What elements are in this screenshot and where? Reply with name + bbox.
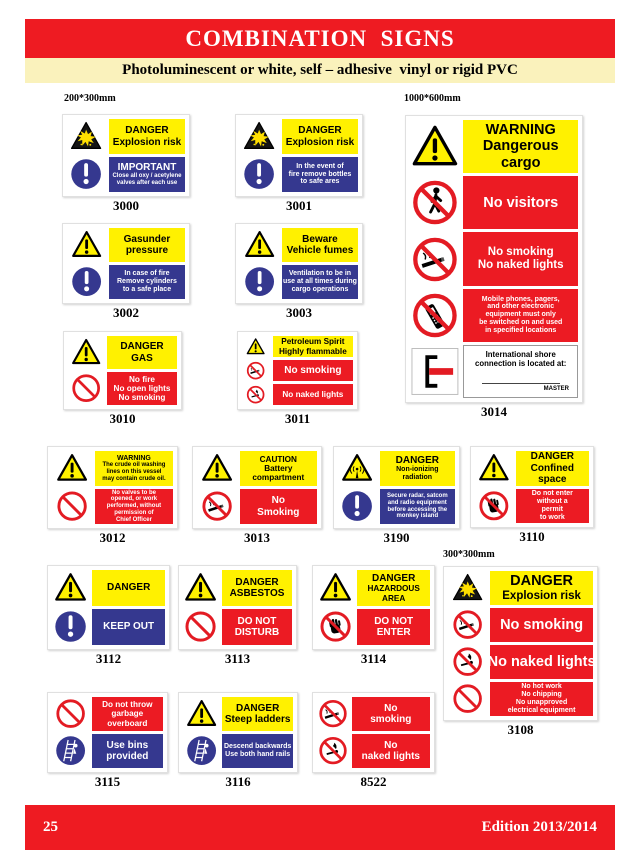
sign-row [448,571,593,605]
no-pedestrians-icon [410,176,460,229]
sign-board [470,446,594,528]
sign-code: 3002 [113,305,139,320]
sign-text-line: No naked lights [487,653,596,670]
ladder-mandatory-icon [183,734,219,768]
sign-board [192,446,322,529]
explosion-warning-icon [240,119,279,154]
sign-text-line: overboard [107,718,148,728]
sign-text-line: No naked lights [477,259,564,271]
sign-board [312,692,435,773]
sign-board [63,331,182,410]
sign-board [47,565,170,650]
sign-text-line: DANGER [125,125,169,137]
sign-text-panel [92,570,165,606]
sign-text-line: connection is located at: [474,358,567,368]
sign-row [52,451,173,486]
warning-icon [67,228,106,262]
sign-text-line: CAUTION [259,454,297,464]
sign-3116 [178,692,298,789]
sign-board [405,115,583,403]
no-naked-lights-icon [317,734,349,768]
sign-text-line: Do not enter [531,490,573,498]
sign-row [448,682,593,716]
sign-text-panel [107,336,177,369]
sign-text-panel [222,734,293,768]
sign-row [242,360,353,381]
sign-text-panel [463,120,578,173]
write-in-line [482,383,560,384]
sign-row [317,570,430,606]
sign-text-line: In the event of [296,162,344,170]
subtitle-text: Photoluminescent or white, self – adhesive vinyl or rigid PVC [122,62,518,78]
explosion-warning-icon [448,571,487,605]
sign-text-panel [282,119,358,154]
ladder-mandatory-icon [52,734,89,768]
sign-text-panel [222,697,293,731]
prohibition-icon [52,489,92,524]
sign-text-line: AREA [382,593,406,603]
sign-text-line: No smoking [118,393,166,403]
sign-3013 [192,446,322,545]
sign-text-line: use at all times during [283,278,357,286]
sign-text-panel [109,265,185,299]
sign-text-line: No smoking [487,246,554,259]
sign-text-line: permission of [114,509,154,516]
mandatory-icon [240,265,279,299]
sign-text-line: No valves to be [111,489,156,496]
sign-row [410,176,578,229]
sign-text-line: No [384,702,398,714]
sign-board [62,114,190,197]
sign-text-line: In case of fire [124,270,170,278]
sign-text-line: The crude oil washing [102,462,166,469]
sign-text-line: Battery [264,463,293,473]
sign-text-line: Vehicle fumes [286,245,354,256]
sign-text-line: in specified locations [485,326,557,334]
edition-label: Edition 2013/2014 [481,819,597,835]
sign-text-panel [463,289,578,342]
sign-3002 [62,223,190,320]
subtitle-bar [25,58,615,83]
sign-row [68,372,177,405]
sign-text-panel [92,609,165,645]
sign-text-line: No hot work [521,683,562,691]
sign-text-panel [380,451,455,486]
sign-row [475,489,589,524]
mandatory-icon [67,157,106,192]
sign-text-panel [516,489,589,524]
sign-row [317,697,430,731]
sign-text-line: naked lights [361,751,420,762]
warning-icon [317,570,354,606]
sign-text-panel [516,451,589,486]
sign-text-line: IMPORTANT [117,162,177,174]
sign-text-line: before accessing the [387,506,448,513]
sign-text-line: Explosion risk [285,136,355,148]
sign-text-line: be switched on and used [479,319,563,327]
no-mobile-phone-icon [410,289,460,342]
sign-code: 3113 [224,651,251,666]
sign-text-line: to safe ares [300,178,340,186]
sign-3011 [237,331,358,426]
sign-text-line: DANGER [235,702,280,714]
sign-text-line: No smoking [500,616,584,633]
sign-text-panel [490,682,593,716]
shore-connection-icon [410,345,460,398]
sign-3114 [312,565,435,666]
sign-text-panel [490,571,593,605]
sign-text-panel [357,570,430,606]
sign-row [338,489,455,524]
sign-row [448,608,593,642]
sign-text-line: GAS [131,352,153,364]
sign-row [183,697,293,731]
sign-text-line: permit [541,505,563,513]
sign-board [178,565,297,650]
sign-text-line: and radio equipment [387,499,447,506]
sign-3113 [178,565,297,666]
sign-3190 [333,446,460,545]
sign-3001 [235,114,363,213]
warning-icon [183,570,219,606]
mandatory-icon [338,489,377,524]
sign-text-line: Smoking [257,506,300,518]
sign-text-panel [490,608,593,642]
sign-row [67,228,185,262]
sign-code: 3110 [519,529,545,544]
sign-board [235,223,363,304]
sign-text-panel [222,570,292,606]
sign-text-line: electrical equipment [507,706,576,714]
sign-text-line: Explosion risk [112,136,182,148]
warning-icon [475,451,513,486]
warning-icon [242,336,270,357]
sign-text-panel [282,157,358,192]
page-number: 25 [43,819,58,835]
sign-text-line: Beware [302,233,338,245]
sign-text-line: DANGER [510,573,573,590]
sign-row [52,734,163,768]
sign-text-line: DANGER [395,455,439,467]
sign-row [52,609,165,645]
sign-text-line: Highly flammable [278,346,347,356]
sign-text-line: opened, or work [110,496,158,503]
warning-icon [410,120,460,173]
sign-text-line: Descend backwards [224,743,292,751]
sign-text-line: radiation [402,474,433,482]
warning-icon [183,697,219,731]
sign-text-line: No [271,495,285,507]
sign-text-line: valves after each use [116,180,178,187]
size-label-300x300: 300*300mm [443,549,495,560]
sign-text-panel [357,609,430,645]
sign-text-panel [380,489,455,524]
prohibition-icon [52,697,89,731]
sign-row [410,289,578,342]
sign-text-line: Non-ionizing [396,466,439,474]
sign-board [237,331,358,410]
sign-text-line: DANGER [530,451,574,463]
sign-board [235,114,363,197]
sign-3112 [47,565,170,666]
sign-text-line: Dangerous [482,138,559,155]
sign-text-panel [282,265,358,299]
sign-text-line: WARNING [117,454,151,462]
sign-row [67,157,185,192]
sign-text-panel [107,372,177,405]
sign-text-line: pressure [125,245,169,256]
sign-text-line: without a [536,497,568,505]
sign-text-line: Mobile phones, pagers, [481,295,560,303]
sign-text-panel [92,734,163,768]
sign-row [52,697,163,731]
sign-row [242,384,353,405]
sign-text-panel [273,360,353,381]
sign-text-line: DANGER [120,341,164,353]
sign-text-line: Secure radar, satcom [386,493,448,500]
sign-text-line: monkey island [396,513,439,520]
no-smoking-icon [242,360,270,381]
sign-text-line: fire remove bottles [288,170,352,178]
sign-text-line: compartment [252,473,305,483]
sign-text-line: smoking [370,714,412,725]
sign-text-line: Use both hand rails [225,751,291,758]
sign-text-line: Do not throw [102,700,153,710]
sign-row [197,451,317,486]
sign-text-line: WARNING [485,122,556,139]
sign-code: 3010 [109,411,136,426]
sign-3110 [470,446,594,544]
sign-row [410,232,578,285]
sign-row [448,645,596,679]
sign-code: 3013 [244,530,270,545]
sign-row [52,570,165,606]
sign-text-line: to a safe place [122,285,172,293]
sign-code: 3014 [481,404,507,419]
sign-text-line: performed, without [106,503,162,510]
no-smoking-icon [317,697,349,731]
sign-row [410,120,578,173]
sign-3010 [63,331,182,426]
sign-text-line: cargo [500,154,541,171]
sign-text-line: No naked lights [282,389,344,399]
sign-text-line: Remove cylinders [117,278,177,286]
sign-text-panel [109,157,185,192]
sign-row [317,609,430,645]
sign-code: 3001 [286,198,312,213]
sign-row [183,734,293,768]
sign-text-line: Close all oxy / acetylene [112,173,182,180]
sign-code: 3114 [360,651,387,666]
sign-text-panel [487,645,596,679]
no-touch-icon [317,609,354,645]
sign-row [242,336,353,357]
sign-board [312,565,435,650]
sign-text-line: to work [539,513,565,521]
no-touch-icon [475,489,513,524]
sign-row [317,734,430,768]
sign-board [443,566,598,721]
sign-text-line: Use bins [106,739,149,751]
sign-code: 3000 [113,198,139,213]
explosion-warning-icon [67,119,106,154]
no-naked-lights-icon [242,384,270,405]
warning-icon [68,336,104,369]
sign-text-panel [240,451,317,486]
sign-text-line: No [384,739,398,751]
sign-row [183,570,292,606]
prohibition-icon [448,682,487,716]
sign-row [197,489,317,524]
sign-code: 3190 [383,530,410,545]
sign-row [68,336,177,369]
warning-icon [197,451,237,486]
sign-board [47,446,178,529]
sign-text-panel [463,232,578,285]
sign-row [240,228,358,262]
sign-code: 3115 [94,774,121,789]
sign-text-line: space [538,473,567,485]
sign-row [52,489,173,524]
sign-code: 3003 [286,305,312,320]
page-footer-bar [25,805,615,850]
no-smoking-icon [448,608,487,642]
no-smoking-icon [410,232,460,285]
sign-text-panel [92,697,163,731]
no-naked-lights-icon [448,645,487,679]
sign-3108 [443,566,598,737]
sign-board [178,692,298,773]
sign-text-line: garbage [111,709,144,719]
sign-text-panel [222,609,292,645]
sign-text-panel [95,451,173,486]
sign-text-line: DO NOT [237,615,277,627]
sign-3003 [235,223,363,320]
sign-code: 3108 [507,722,534,737]
sign-code: 3012 [99,530,126,545]
sign-3115 [47,692,168,789]
sign-3014 [405,115,583,419]
warning-icon [240,228,279,262]
sign-text-line: No smoking [284,364,342,376]
mandatory-icon [240,157,279,192]
sign-text-line: lines on this vessel [106,469,162,476]
sign-text-line: ENTER [376,627,411,638]
sign-text-line: DO NOT [374,615,414,627]
sign-row [475,451,589,486]
sign-text-line: and other electronic [487,303,555,311]
sign-text-line: HAZARDOUS [367,584,420,594]
size-label-1000x600: 1000*600mm [404,93,461,104]
sign-board [47,692,168,773]
sign-board [62,223,190,304]
no-smoking-icon [197,489,237,524]
sign-text-line: provided [106,751,149,762]
sign-board [333,446,460,529]
sign-3000 [62,114,190,213]
prohibition-icon [183,609,219,645]
sign-8522 [312,692,435,789]
page-title-bar [25,19,615,58]
sign-text-panel [109,228,185,262]
warning-icon [52,451,92,486]
sign-text-line: equipment must only [485,311,556,319]
mandatory-icon [67,265,106,299]
sign-text-line: may contain crude oil. [102,475,166,482]
sign-row [338,451,455,486]
sign-text-panel [463,176,578,229]
sign-text-panel [109,119,185,154]
sign-text-line: Ventilation to be in [288,270,352,278]
sign-text-line: DANGER [371,573,416,585]
sign-row [183,609,292,645]
sign-text-line: No fire [129,374,155,384]
sign-text-panel [352,697,430,731]
mandatory-icon [52,609,89,645]
sign-text-line: Steep ladders [224,714,291,725]
sign-row [240,265,358,299]
sign-text-panel [240,489,317,524]
sign-row [410,345,578,398]
sign-text-panel [95,489,173,524]
sign-row [67,265,185,299]
master-label: MASTER [543,386,569,393]
sign-text-line: DANGER [298,125,342,137]
sign-text-line: Confined [530,462,574,474]
sign-3012 [47,446,178,545]
sign-text-panel [273,384,353,405]
sign-text-line: DANGER [235,576,279,588]
sign-text-line: cargo operations [291,285,349,293]
sign-code: 3011 [284,411,311,426]
non-ionizing-icon [338,451,377,486]
sign-row [240,119,358,154]
sign-row [240,157,358,192]
sign-text-line: Chief Officer [115,516,152,523]
page-title: COMBINATION SIGNS [185,25,455,51]
sign-text-line: Gasunder [123,233,171,245]
sign-code: 8522 [360,774,387,789]
size-label-200x300: 200*300mm [64,93,116,104]
sign-text-panel [352,734,430,768]
sign-text-panel [463,345,578,398]
sign-text-line: No visitors [483,194,559,211]
sign-code: 3112 [95,651,122,666]
sign-text-line: ASBESTOS [229,588,285,599]
sign-text-line: No unapproved [515,699,568,706]
sign-text-line: DANGER [106,582,151,594]
prohibition-icon [68,372,104,405]
sign-text-line: No open lights [113,383,171,393]
warning-icon [52,570,89,606]
sign-text-panel [282,228,358,262]
sign-text-line: No chipping [521,691,562,699]
sign-text-line: KEEP OUT [103,621,155,633]
sign-row [67,119,185,154]
sign-code: 3116 [225,774,251,789]
sign-text-line: Petroleum Spirit [281,337,345,347]
sign-text-line: Explosion risk [502,589,581,602]
sign-text-line: DISTURB [234,627,280,638]
sign-text-panel [273,336,353,357]
sign-text-line: International shore [485,349,556,359]
